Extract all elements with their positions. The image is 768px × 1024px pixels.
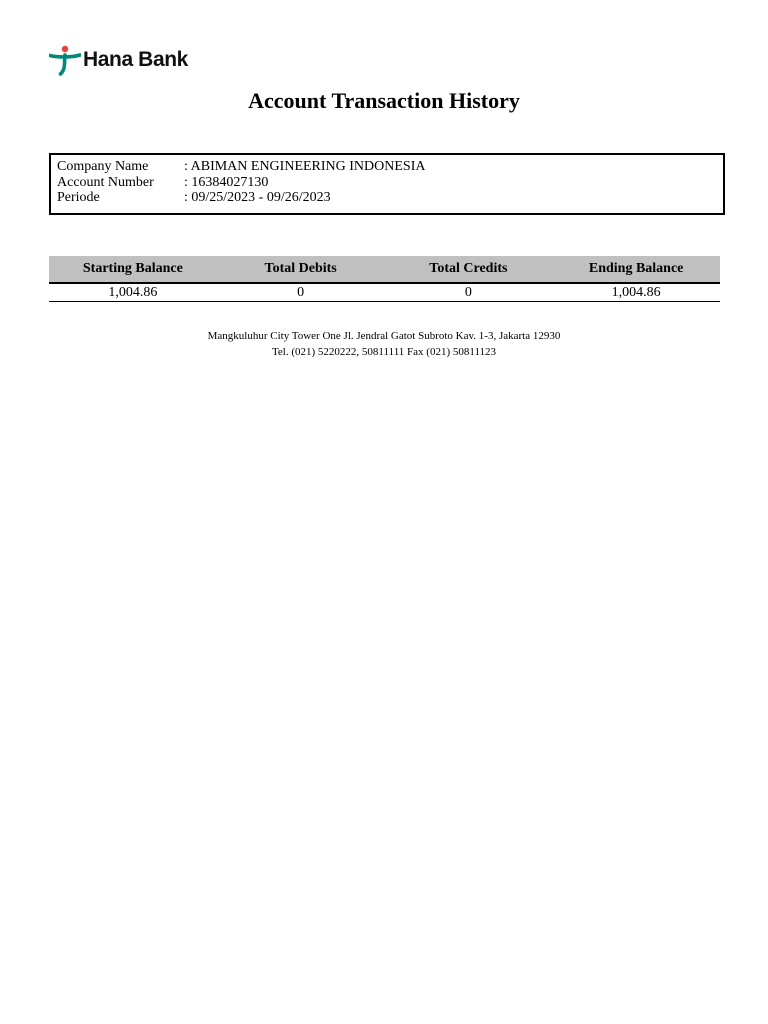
summary-value-row	[49, 284, 720, 302]
ending-balance-value: 1,004.86	[611, 284, 661, 300]
periode-label: Periode	[57, 190, 100, 205]
account-number-label: Account Number	[57, 174, 154, 190]
periode-value: : 09/25/2023 - 09/26/2023	[184, 190, 331, 205]
company-name-row	[57, 159, 723, 175]
account-number-value: : 16384027130	[184, 174, 269, 190]
starting-balance-header: Starting Balance	[82, 261, 183, 276]
balance-summary-table	[49, 256, 720, 302]
summary-header-row	[49, 256, 720, 284]
bank-contact-footer	[0, 328, 768, 360]
page-title: Account Transaction History	[248, 88, 520, 113]
total-debits-header: Total Debits	[264, 261, 337, 276]
starting-balance-value: 1,004.86	[108, 284, 158, 300]
footer-phone: Tel. (021) 5220222, 50811111 Fax (021) 50811123	[271, 346, 497, 358]
footer-address: Mangkuluhur City Tower One Jl. Jendral Gatot Subroto Kav. 1-3, Jakarta 12930	[207, 330, 561, 342]
total-credits-header: Total Credits	[429, 261, 508, 276]
account-info-box	[49, 153, 725, 215]
hana-bank-logo	[49, 44, 188, 76]
ending-balance-header: Ending Balance	[588, 261, 684, 276]
total-debits-value: 0	[297, 284, 305, 300]
periode-row	[57, 190, 723, 206]
company-name-label: Company Name	[57, 159, 149, 174]
hana-bank-emblem-icon	[49, 44, 81, 76]
total-credits-value: 0	[464, 284, 472, 300]
company-name-value: : ABIMAN ENGINEERING INDONESIA	[184, 159, 426, 174]
account-number-row	[57, 175, 723, 191]
logo-text: Hana Bank	[83, 48, 188, 71]
